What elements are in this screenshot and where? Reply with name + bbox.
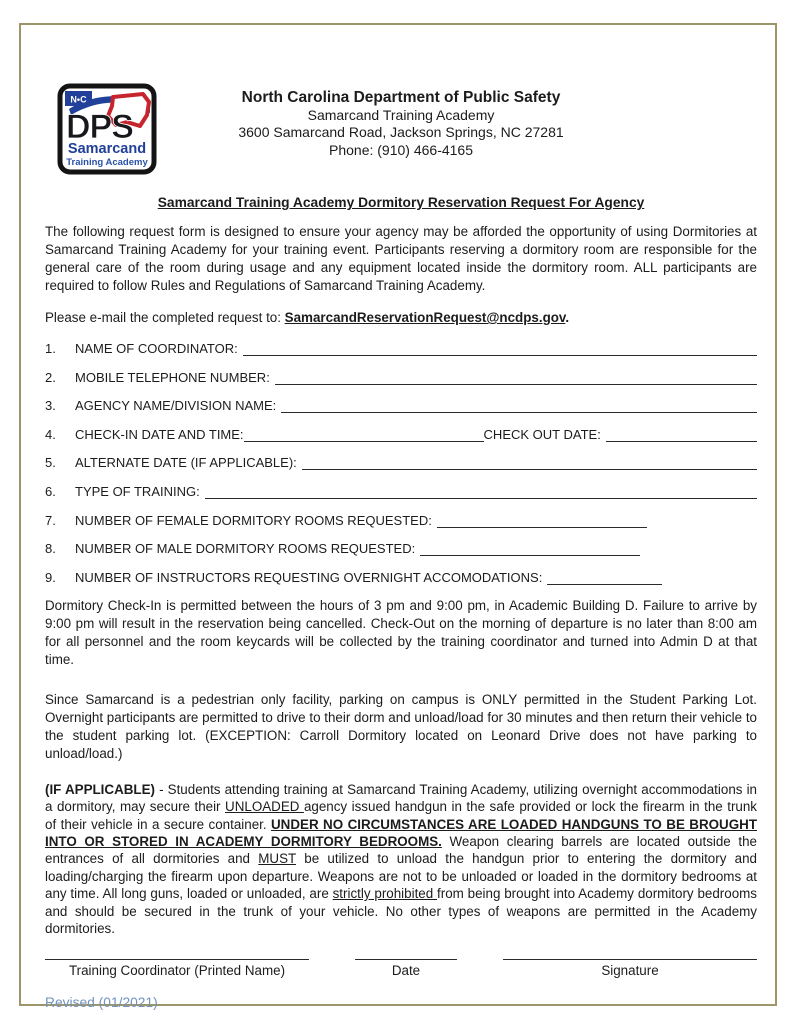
item-number: 6. xyxy=(45,483,56,499)
email-instruction xyxy=(45,309,757,327)
form-line-3 xyxy=(45,396,757,413)
date-label: Date xyxy=(391,963,421,979)
item-label: MOBILE TELEPHONE NUMBER: xyxy=(75,369,270,385)
item-label: NAME OF COORDINATOR: xyxy=(75,341,238,356)
item-label: NUMBER OF INSTRUCTORS REQUESTING OVERNIGHT ACCOMODATIONS: xyxy=(75,569,543,585)
item-label-2: CHECK OUT DATE: xyxy=(483,426,601,442)
intro-paragraph: The following request form is designed to ensure your agency may be afforded the opportunity of using Dormitories at Samarcand Training Academy for your training event. Participants reserving a dormitory room are responsible for the general care of the room during usage and any equipment located inside the dormitory room. ALL participants are required to follow Rules and Regulations of Samarcand Training Academy. xyxy=(45,224,757,293)
form-field-list xyxy=(45,339,757,585)
logo-samarcand-text: Samarcand xyxy=(67,141,147,157)
item-label: CHECK-IN DATE AND TIME: xyxy=(75,426,244,442)
item-number: 4. xyxy=(45,426,56,442)
logo-nc-text: N•C xyxy=(70,94,87,105)
form-line-5 xyxy=(45,453,757,470)
item-label: ALTERNATE DATE (IF APPLICABLE): xyxy=(75,455,297,471)
male-rooms-field[interactable] xyxy=(420,542,640,556)
parking-paragraph: Since Samarcand is a pedestrian only facility, parking on campus is ONLY permitted in the Student Parking Lot. Overnight participants are permitted to drive to their dorm and unload/load for 30 minutes and then return their vehicle to the student parking lot. (EXCEPTION: Carroll Dormitory located on Leonard Drive does not have parking to unload/load.) xyxy=(45,691,757,761)
dps-samarcand-logo-icon xyxy=(57,83,157,175)
form-title: Samarcand Training Academy Dormitory Reservation Request For Agency xyxy=(157,195,645,210)
form-line-4 xyxy=(45,425,757,442)
email-instruction-prefix: Please e-mail the completed request to: xyxy=(45,310,285,325)
female-rooms-field[interactable] xyxy=(437,514,647,528)
item-label: AGENCY NAME/DIVISION NAME: xyxy=(75,398,277,414)
form-line-9 xyxy=(45,568,757,585)
revision-note: Revised (01/2021) xyxy=(45,995,158,1011)
signature-label: Signature xyxy=(601,963,659,979)
org-name: North Carolina Department of Public Safety xyxy=(241,89,561,106)
letterhead xyxy=(45,89,757,168)
date-block xyxy=(355,959,457,978)
mobile-telephone-field[interactable] xyxy=(275,371,757,385)
form-line-7 xyxy=(45,511,757,528)
item-label: NUMBER OF MALE DORMITORY ROOMS REQUESTED: xyxy=(75,541,416,557)
email-address[interactable]: SamarcandReservationRequest@ncdps.gov xyxy=(284,310,566,325)
item-number: 3. xyxy=(45,398,56,414)
item-number: 2. xyxy=(45,369,56,385)
logo-dps-text: DPS xyxy=(66,108,133,146)
item-label: TYPE OF TRAINING: xyxy=(75,483,200,499)
coordinator-name-label: Training Coordinator (Printed Name) xyxy=(68,963,286,979)
item-number: 7. xyxy=(45,512,56,528)
item-number: 9. xyxy=(45,569,56,585)
check-out-date-field[interactable] xyxy=(606,428,757,442)
checkin-paragraph: Dormitory Check-In is permitted between the hours of 3 pm and 9:00 pm, in Academic Building D. Failure to arrive by 9:00 pm will result in the reservation being cancelled. Check-Out on the morning of departure is no later than 8:00 am for all personnel and the room keycards will be collected by the training coordinator and turned into Admin D at that time. xyxy=(45,597,757,667)
academy-name: Samarcand Training Academy xyxy=(307,106,495,123)
form-line-8 xyxy=(45,539,757,556)
signature-section xyxy=(45,959,757,978)
signature-block xyxy=(503,959,757,978)
form-line-1 xyxy=(45,339,757,356)
name-of-coordinator-field[interactable] xyxy=(243,342,757,356)
check-in-date-field[interactable] xyxy=(244,428,484,442)
form-line-6 xyxy=(45,482,757,499)
email-instruction-suffix: . xyxy=(565,310,570,325)
type-of-training-field[interactable] xyxy=(205,485,757,499)
coordinator-signature-block xyxy=(45,959,309,978)
item-number: 1. xyxy=(45,341,56,356)
item-label: NUMBER OF FEMALE DORMITORY ROOMS REQUESTED: xyxy=(75,512,432,528)
alternate-date-field[interactable] xyxy=(302,456,757,470)
phone-line: Phone: (910) 466-4165 xyxy=(329,141,473,158)
weapons-policy-paragraph: (IF APPLICABLE) - Students attending training at Samarcand Training Academy, utilizing overnight accommodations in a dormitory, may secure their UNLOADED agency issued handgun in the safe provided or lock the firearm in the trunk of their vehicle in a secure container. UNDER NO CIRCUMSTANCES ARE LOADED HANDGUNS TO BE BROUGHT INTO OR STORED IN ACADEMY DORMITORY BEDROOMS. Weapon clearing barrels are located outside the entrances of all dormitories and MUST be utilized to unload the handgun prior to entering the dormitory and loading/charging the firearm upon departure. Weapons are not to be unloaded or loaded in the dormitory bedrooms at any time. All long guns, loaded or unloaded, are strictly prohibited from being brought into Academy dormitory bedrooms and should be secured in the trunk of your vehicle. No other types of weapons are permitted in the Academy dormitories. xyxy=(45,781,757,936)
document-page xyxy=(45,25,757,1010)
address-line: 3600 Samarcand Road, Jackson Springs, NC 27281 xyxy=(238,124,564,140)
form-line-2 xyxy=(45,368,757,385)
item-number: 5. xyxy=(45,455,56,471)
instructors-overnight-field[interactable] xyxy=(547,571,662,585)
logo-training-academy-text: Training Academy xyxy=(66,157,148,168)
item-number: 8. xyxy=(45,541,56,557)
agency-name-field[interactable] xyxy=(281,399,757,413)
